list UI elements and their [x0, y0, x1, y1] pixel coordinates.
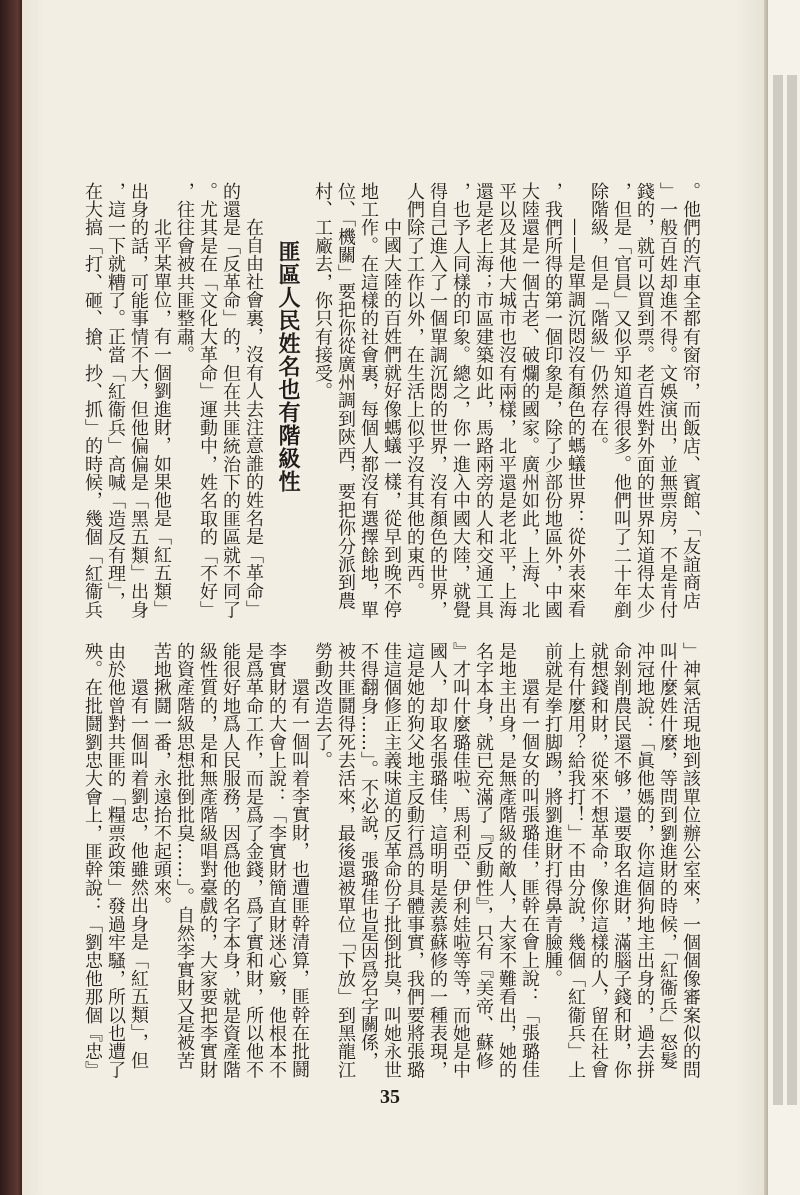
text-column: 上有什麼用？給我打！」不由分說，幾個「紅衞兵」上 [565, 642, 586, 1079]
text-column: 。他們的汽車全都有窗帘，而飯店、賓館、「友誼商店 [680, 182, 701, 610]
text-column: 冲冠地說：「眞他媽的，你這個狗地主出身的，過去拼 [634, 642, 655, 1079]
text-column: 還有一個叫着劉忠，他雖然出身是「紅五類」，但 [128, 678, 149, 1070]
text-column: 不得翻身……」。不必說，張璐佳也是因爲名字關係， [358, 642, 379, 1070]
text-column: 叫什麼姓什麼，等問到劉進財的時候，「紅衞兵」怒髮 [657, 642, 678, 1070]
text-column: 命剝削農民還不够，還要取名進財，滿腦子錢和財，你 [611, 642, 632, 1079]
text-column: 名字本身，就已充滿了『反動性』，只有『美帝、蘇修 [473, 642, 494, 1070]
book-binding [0, 0, 22, 1195]
text-column: 北平某單位，有一個劉進財，如果他是「紅五類」 [151, 218, 172, 619]
text-column: ，我們所得的第一個印象是，除了少部份地區外，中國 [542, 182, 563, 619]
text-column: 還有一個女的叫張璐佳，匪幹在會上說：「張璐佳 [519, 678, 540, 1079]
text-column: 前就是拳打脚踢，將劉進財打得鼻青臉腫。 [542, 642, 563, 988]
text-column: 』才叫什麼璐佳啦、馬利亞、伊利娃啦等等，而她是中 [450, 642, 471, 1079]
text-column: 地工作。在這樣的社會裏，每個人都沒有選擇餘地，單 [358, 182, 379, 619]
text-block-bottom [81, 642, 702, 1079]
text-column: ，這一下就糟了。正當「紅衞兵」高喊「造反有理」， [105, 182, 126, 610]
text-column: 還是老上海；市區建築如此，馬路兩旁的人和交通工具 [473, 182, 494, 619]
text-column: 。尤其是在「文化大革命」運動中，姓名取的「不好」 [197, 182, 218, 619]
text-column: ，但是「官員」又似乎知道得很多。他們叫了二十年剷 [611, 182, 632, 619]
text-column: 佳這個修正主義味道的反革命份子批倒批臭，叫她永世 [381, 642, 402, 1079]
text-column: 就想錢和財，從來不想革命，像你這樣的人，留在社會 [588, 642, 609, 1079]
section-heading: 匪區人民姓名也有階級性 [275, 240, 301, 493]
next-page-edge [768, 0, 800, 1195]
text-column: 在大搞「打、砸、搶、抄、抓」的時候，幾個「紅衞兵 [82, 182, 103, 619]
text-column: 能很好地爲人民服務，因爲他的名字本身，就是資產階 [220, 642, 241, 1079]
text-column: 是地主出身，是無產階級的敵人，大家不難看出，她的 [496, 642, 517, 1079]
text-column: 位、「機關」要把你從廣州調到陝西，要把你分派到農 [335, 182, 356, 610]
text-column: 的還是「反革命」的，但在共匪統治下的匪區就不同了 [220, 182, 241, 619]
text-column: 苦地揪鬪一番，永遠抬不起頭來。 [151, 642, 172, 915]
text-column: 大陸還是一個古老、破爛的國家。廣州如此，上海、北 [519, 182, 540, 619]
text-column: 中國大陸的百姓們就好像螞蟻一樣，從早到晚不停 [381, 218, 402, 619]
text-column: 還有一個叫着李實財，也遭匪幹清算，匪幹在批鬪 [289, 678, 310, 1079]
text-column: 由於他曾對共匪的「糧票政策」發過牢騷，所以也遭了 [105, 642, 126, 1079]
text-column: ——是單調沉悶沒有顏色的螞蟻世界：從外表來看 [565, 218, 586, 619]
text-column: 得自己進入了一個單調沉悶的世界，沒有顏色的世界， [427, 182, 448, 619]
text-column: ，也予人同樣的印象。總之，你一進入中國大陸，就覺 [450, 182, 471, 619]
text-column: 級性質的，是和無產階級唱對臺戲的，大家要把李實財 [197, 642, 218, 1079]
text-column: 平以及其他大城市也沒有兩樣，北平還是老北平，上海 [496, 182, 517, 619]
next-page-faint-text [773, 75, 800, 1105]
text-column: 的資產階級思想批倒批臭……」。自然李實財又是被苦 [174, 642, 195, 1070]
page-number: 35 [380, 1086, 400, 1108]
text-column: 」神氣活現地到該單位辦公室來，一個個像審案似的問 [680, 642, 701, 1079]
text-column: 殃。在批鬪劉忠大會上，匪幹說：「劉忠他那個『忠』 [82, 642, 103, 1079]
text-column: 李實財的大會上說：「李實財簡直財迷心竅，他根本不 [266, 642, 287, 1079]
text-column: ，往往會被共匪整肅。 [174, 182, 195, 364]
text-column: 國人，却取名張璐佳，這明明是羨慕蘇修的一種表現， [427, 642, 448, 1079]
text-column: 是爲革命工作，而是爲了金錢，爲了實和財，所以他不 [243, 642, 264, 1079]
text-column: 村、工廠去，你只有接受。 [312, 182, 333, 401]
text-column: 」一般百姓却進不得。文娛演出，並無票房，不是肯付 [657, 182, 678, 619]
text-column: 除階級，但是「階級」仍然存在。 [588, 182, 609, 455]
text-block-top [81, 182, 702, 619]
text-column: 被共匪鬪得死去活來，最後還被單位「下放」到黑龍江 [335, 642, 356, 1079]
text-column: 在自由社會裏，沒有人去注意誰的姓名是「革命」 [243, 218, 264, 619]
text-column: 這是她的狗父地主反動行爲的具體事實，我們要將張璐 [404, 642, 425, 1079]
text-column: 錢的，就可以買到票。老百姓對外面的世界知道得太少 [634, 182, 655, 619]
text-column: 出身的話，可能事情不大，但他偏偏是「黑五類」出身 [128, 182, 149, 619]
text-column: 人們除了工作以外，在生活上似乎沒有其他的東西。 [404, 182, 425, 601]
text-column: 勞動改造去了。 [312, 642, 333, 770]
